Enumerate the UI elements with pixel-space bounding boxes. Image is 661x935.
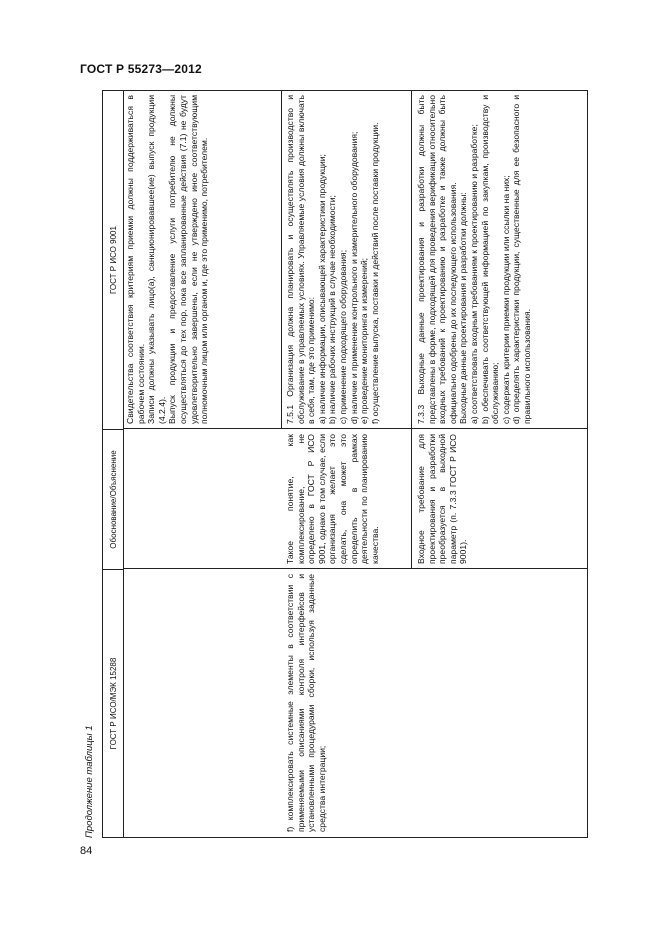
column-header-iso-9001: ГОСТ Р ИСО 9001 (108, 226, 118, 294)
paragraph: Входное требование для проектирования и разработки преобразуется в выходной параметр (п. 7.3.3 ГОСТ Р ИСО 9001). (416, 434, 469, 564)
row-bottom-rationale-cell (416, 430, 469, 568)
row-divider (281, 91, 282, 429)
row-f-gost15288-cell (285, 570, 327, 836)
list-item: c) применение подходящего оборудования; (337, 249, 348, 424)
paragraph: Такое понятие, как комплексирование, не определено в ГОСТ Р ИСО 9001, однако в том случае, если организация желает это сделать, она может это определить в рамках деятельности по планированию качества. (285, 434, 380, 564)
column-divider (123, 568, 587, 569)
list-item: b) наличие рабочих инструкций в случае необходимости; (327, 195, 338, 424)
list-item: e) проведение мониторинга и измерений; (359, 257, 370, 424)
paragraph: 7.5.1 Организация должна планировать и осуществлять производство и обслуживание в управляемых условиях. Управляемые условия должны включать в себя, там, где это применимо: (285, 95, 317, 424)
list-item: d) определять характеристики продукции, существенные для ее безопасного и правильного использования. (511, 95, 532, 424)
row-f-rationale-cell (285, 430, 380, 568)
rotated-table-area (84, 86, 592, 838)
list-item: a) соответствовать входным требованиям к проектированию и разработке; (468, 124, 479, 424)
paragraph: Записи должны указывать лицо(а), санкционировавшее(ие) выпуск продукции (4.2.4). (146, 95, 167, 424)
page-number: 84 (80, 845, 93, 857)
list-item: c) содержать критерии приемки продукции или ссылки на них; (500, 175, 511, 424)
paragraph: Выпуск продукции и предоставление услуги потребителю не должны осуществляться до тех пор, пока все запланированные действия (7.1) не будут удовлетворительно завершены, если не утверждено иное соответствующим полномочным лицом или органом и, где это применимо, потребителем. (167, 95, 210, 424)
table-header-row (103, 91, 124, 837)
column-header-gost-15288: ГОСТ Р ИСО/МЭК 15288 (103, 569, 123, 837)
paragraph: Выходные данные проектирования и разработки должны: (458, 192, 469, 424)
column-divider (123, 428, 587, 429)
column-header-rationale: Обоснование/Объяснение (103, 429, 123, 569)
table-caption: Продолжение таблицы 1 (84, 725, 95, 838)
row-divider (411, 91, 412, 569)
document-header: ГОСТ Р 55273—2012 (80, 62, 202, 76)
row-bottom-iso9001-cell (416, 91, 533, 428)
list-item: d) наличие и применение контрольного и измерительного оборудования; (348, 131, 359, 424)
list-item: f) осуществление выпуска, поставки и действий после поставки продукции. (369, 122, 380, 424)
paragraph: f) комплексировать системные элементы в соответствии с применяемыми описаниями контроля интерфейсов и установленными процедурами сборки, используя заданные средства интеграции; (285, 574, 327, 832)
list-item: b) обеспечивать соответствующей информацией по закупкам, производству и обслуживанию; (479, 95, 501, 424)
comparison-table (102, 90, 588, 838)
list-item: a) наличие информации, описывающей характеристики продукции; (316, 154, 327, 424)
top-row-iso9001-cell (125, 91, 210, 428)
paragraph: 7.3.3 Выходные данные проектирования и разработки должны быть представлены в форме, подходящей для проведения верификации относительно входных требований к проектированию и разработке и также должны быть официально одобрены до их последующего использования. (416, 95, 458, 424)
row-f-iso9001-cell (285, 91, 380, 428)
paragraph: Свидетельства соответствия критериям приемки должны поддерживаться в рабочем состоянии. (125, 95, 146, 424)
